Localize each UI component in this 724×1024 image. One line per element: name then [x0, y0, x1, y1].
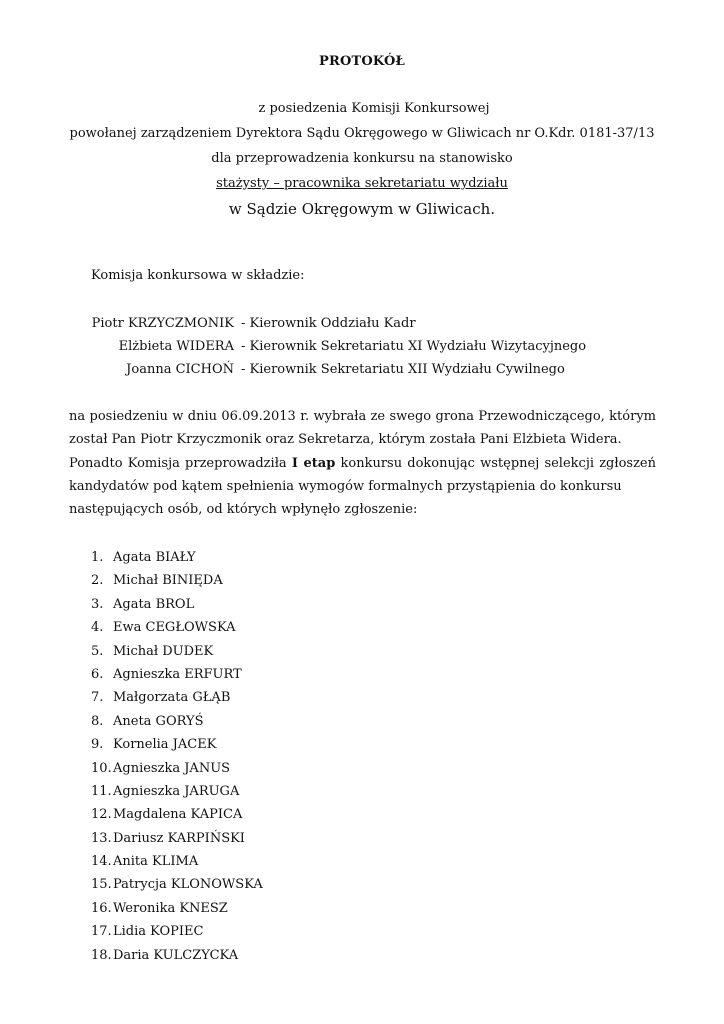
item-name: Anita KLIMA [113, 854, 199, 870]
member-role: - Kierownik Sekretariatu XII Wydziału Cywilnego [241, 362, 565, 377]
committee-member [0, 337, 724, 360]
item-name: Aneta GORYŚ [113, 713, 204, 729]
item-number: 13. [91, 830, 112, 846]
item-number: 18. [91, 947, 112, 963]
header-line-4 [0, 174, 724, 199]
item-number: 6. [91, 666, 104, 682]
list-item [91, 782, 240, 805]
document-title: PROTOKÓŁ [318, 54, 405, 69]
paragraph-part-1: na posiedzeniu w dniu 06.09.2013 r. wybrała ze swego grona Przewodniczącego, którym został Pan Piotr Krzyczmonik oraz Sekretarza, którym została Pani Elżbieta Widera. [69, 409, 656, 448]
list-item [91, 899, 228, 922]
list-item [91, 875, 263, 898]
paragraph-part-2 [69, 452, 656, 499]
item-name: Michał BINIĘDA [113, 573, 223, 589]
list-item [91, 665, 242, 688]
position-title-underlined: stażysty – pracownika sekretariatu wydziału [216, 176, 508, 191]
item-name: Agata BROL [113, 596, 195, 612]
header-line-1: z posiedzenia Komisji Konkursowej [258, 101, 490, 116]
item-name: Agnieszka ERFURT [113, 666, 242, 682]
protocol-paragraph [69, 405, 656, 521]
item-name: Dariusz KARPIŃSKI [113, 830, 245, 846]
committee-member [0, 360, 724, 383]
stage-label: I etap [291, 455, 336, 471]
list-item [91, 829, 245, 852]
item-number: 8. [91, 713, 104, 729]
item-name: Weronika KNESZ [113, 900, 228, 916]
list-item [91, 642, 214, 665]
list-item [91, 571, 223, 594]
item-name: Daria KULCZYCKA [113, 947, 239, 963]
item-name: Michał DUDEK [113, 643, 214, 659]
list-item [91, 759, 231, 782]
candidate-list [91, 548, 263, 969]
item-number: 3. [91, 596, 104, 612]
list-item [91, 946, 239, 969]
item-name: Patrycja KLONOWSKA [113, 877, 263, 893]
item-number: 17. [91, 924, 112, 940]
item-name: Agnieszka JARUGA [113, 783, 240, 799]
member-name: Elżbieta WIDERA [118, 339, 234, 354]
item-number: 10. [91, 760, 112, 776]
list-item [91, 618, 236, 641]
list-item [91, 805, 243, 828]
item-number: 11. [91, 783, 112, 799]
header-line-5: w Sądzie Okręgowym w Gliwicach. [228, 200, 496, 218]
list-item [91, 852, 199, 875]
list-item [91, 735, 217, 758]
paragraph-part-2-before: Ponadto Komisja przeprowadziła [69, 455, 292, 471]
list-item [91, 712, 204, 735]
item-number: 5. [91, 643, 104, 659]
header-line-2: powołanej zarządzeniem Dyrektora Sądu Okręgowego w Gliwicach nr O.Kdr. 0181-37/13 [69, 126, 655, 141]
item-name: Lidia KOPIEC [113, 924, 204, 940]
member-role: - Kierownik Oddziału Kadr [241, 316, 416, 331]
item-number: 2. [91, 573, 104, 589]
item-name: Magdalena KAPICA [113, 807, 243, 823]
item-name: Kornelia JACEK [113, 737, 217, 753]
item-name: Agnieszka JANUS [113, 760, 231, 776]
list-item [91, 548, 196, 571]
item-number: 7. [91, 690, 104, 706]
item-name: Małgorzata GŁĄB [113, 690, 231, 706]
item-number: 4. [91, 620, 104, 636]
item-number: 14. [91, 854, 112, 870]
member-role: - Kierownik Sekretariatu XI Wydziału Wizytacyjnego [241, 339, 587, 354]
committee-member [0, 314, 724, 337]
committee-intro: Komisja konkursowa w składzie: [91, 268, 305, 283]
paragraph-part-3: następujących osób, od których wpłynęło zgłoszenie: [69, 502, 418, 518]
list-item [91, 595, 195, 618]
item-number: 9. [91, 737, 104, 753]
item-number: 16. [91, 900, 112, 916]
item-number: 1. [91, 550, 104, 565]
paragraph-part-2-after: konkursu dokonując wstępnej selekcji zgłoszeń kandydatów pod kątem spełnienia wymogów formalnych przystąpienia do konkursu [69, 455, 656, 494]
item-number: 12. [91, 807, 112, 823]
member-name: Piotr KRZYCZMONIK [91, 316, 234, 331]
member-name: Joanna CICHOŃ [126, 362, 234, 377]
item-number: 15. [91, 877, 112, 893]
list-item [91, 688, 231, 711]
header-line-3: dla przeprowadzenia konkursu na stanowisko [211, 151, 513, 166]
list-item [91, 922, 204, 945]
item-name: Agata BIAŁY [113, 550, 196, 565]
committee-members [0, 314, 724, 383]
item-name: Ewa CEGŁOWSKA [113, 620, 236, 636]
document-header [0, 99, 724, 224]
